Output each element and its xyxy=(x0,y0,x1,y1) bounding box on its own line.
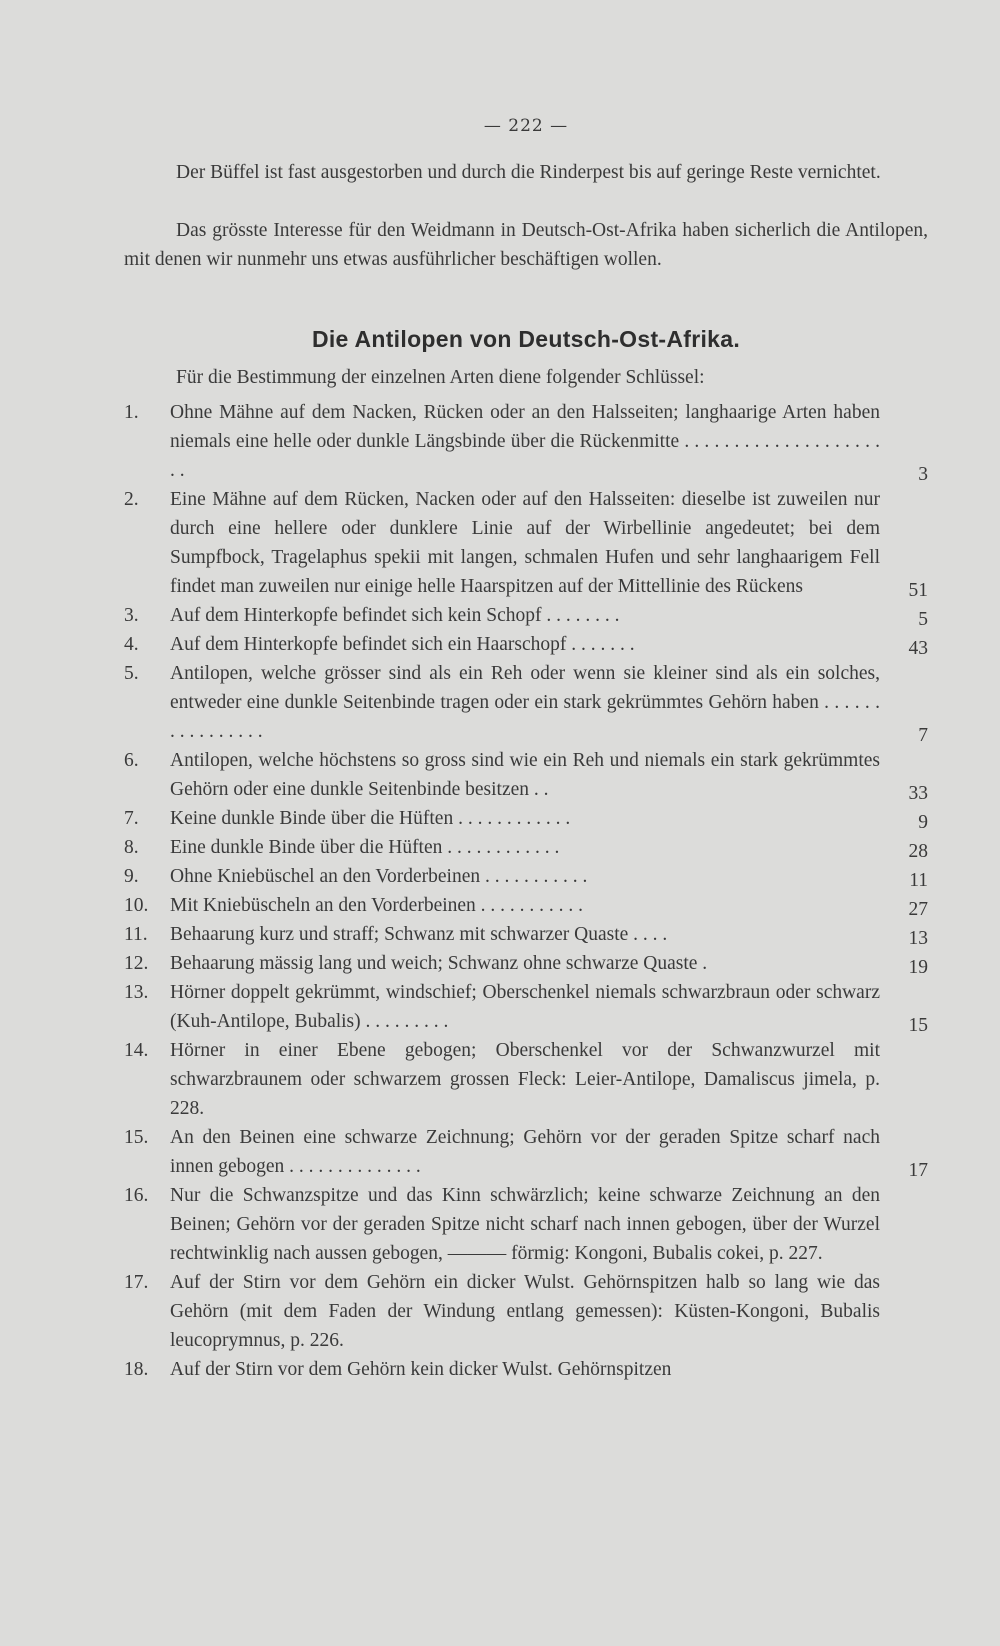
key-entry-text: An den Beinen eine schwarze Zeichnung; Gehörn vor der geraden Spitze scharf nach innen gebogen . . . . . . . . . . . . . . xyxy=(170,1127,880,1177)
key-entry-number: 4. xyxy=(124,634,139,655)
key-entry-text: Eine dunkle Binde über die Hüften . . . . . . . . . . . . xyxy=(170,837,560,858)
key-entry-text: Ohne Kniebüschel an den Vorderbeinen . . . . . . . . . . . xyxy=(170,866,588,887)
key-entry xyxy=(124,920,928,949)
key-entry-reference: 51 xyxy=(908,580,928,601)
key-entry-text: Behaarung kurz und straff; Schwanz mit schwarzer Quaste . . . . xyxy=(170,924,668,945)
key-entry xyxy=(124,978,928,1036)
key-entry-reference: 33 xyxy=(908,783,928,804)
key-entry-number: 6. xyxy=(124,750,139,771)
key-entry-number: 16. xyxy=(124,1185,149,1206)
section-heading: Die Antilopen von Deutsch-Ost-Afrika. xyxy=(311,326,741,352)
key-entry-reference: 27 xyxy=(908,899,928,920)
key-entry xyxy=(124,398,928,485)
key-entry-number: 3. xyxy=(124,605,139,626)
key-entry-reference: 5 xyxy=(918,609,928,630)
key-entry-text: Nur die Schwanzspitze und das Kinn schwärzlich; keine schwarze Zeichnung an den Beinen; Gehörn vor der geraden Spitze nicht scharf nach innen gebogen, über der Wurzel rechtwinklig nach aussen gebogen, ——— förmig: Kongoni, Bubalis cokei, p. 227. xyxy=(170,1185,880,1264)
key-entry xyxy=(124,949,928,978)
key-entry xyxy=(124,833,928,862)
key-entry-reference: 15 xyxy=(908,1015,928,1036)
key-entry-reference: 19 xyxy=(908,957,928,978)
key-entry xyxy=(124,804,928,833)
key-entry-reference: 28 xyxy=(908,841,928,862)
key-entry-number: 5. xyxy=(124,663,139,684)
key-entry xyxy=(124,659,928,746)
paragraph-antelope-interest: Das grösste Interesse für den Weidmann in Deutsch-Ost-Afrika haben sicherlich die Antilopen, mit denen wir nunmehr uns etwas ausführlicher beschäftigen wollen. xyxy=(124,220,928,270)
key-entry-text: Ohne Mähne auf dem Nacken, Rücken oder an den Halsseiten; langhaarige Arten haben niemals eine helle oder dunkle Längsbinde über die Rückenmitte . . . . . . . . . . . . . . . . . . . . . . xyxy=(170,402,880,481)
key-entry-number: 17. xyxy=(124,1272,149,1293)
key-entry-text: Mit Kniebüscheln an den Vorderbeinen . . . . . . . . . . . xyxy=(170,895,584,916)
key-entry xyxy=(124,1036,928,1123)
key-entry-reference: 13 xyxy=(908,928,928,949)
key-entry-number: 8. xyxy=(124,837,139,858)
key-entry xyxy=(124,862,928,891)
key-entry-text: Auf der Stirn vor dem Gehörn kein dicker Wulst. Gehörnspitzen xyxy=(170,1359,672,1380)
key-entry xyxy=(124,746,928,804)
key-entry-text: Eine Mähne auf dem Rücken, Nacken oder auf den Halsseiten: dieselbe ist zuweilen nur durch eine hellere oder dunklere Linie auf der Wirbellinie angedeutet; bei dem Sumpfbock, Tragelaphus spekii mit langen, schmalen Hufen und sehr langhaarigem Fell findet man zuweilen nur einige helle Haarspitzen auf der Mittellinie des Rückens xyxy=(170,489,880,597)
key-entry xyxy=(124,485,928,601)
key-entry-number: 2. xyxy=(124,489,139,510)
key-intro: Für die Bestimmung der einzelnen Arten diene folgender Schlüssel: xyxy=(176,367,705,388)
key-entry-reference: 43 xyxy=(908,638,928,659)
key-entry-number: 14. xyxy=(124,1040,149,1061)
key-entry-text: Auf dem Hinterkopfe befindet sich kein Schopf . . . . . . . . xyxy=(170,605,620,626)
key-entry-text: Behaarung mässig lang und weich; Schwanz ohne schwarze Quaste . xyxy=(170,953,708,974)
key-entry-number: 9. xyxy=(124,866,139,887)
key-entry xyxy=(124,1268,928,1355)
key-entry xyxy=(124,891,928,920)
page-number: — 222 — xyxy=(483,116,569,136)
key-entry-number: 13. xyxy=(124,982,149,1003)
key-entry-number: 7. xyxy=(124,808,139,829)
key-entry xyxy=(124,1181,928,1268)
key-entry xyxy=(124,601,928,630)
key-entry-text: Antilopen, welche grösser sind als ein Reh oder wenn sie kleiner sind als ein solches, entweder eine dunkle Seitenbinde tragen oder ein stark gekrümmtes Gehörn haben . . . . . . . . . . . . . . . . xyxy=(170,663,880,742)
key-entry-text: Hörner in einer Ebene gebogen; Oberschenkel vor der Schwanzwurzel mit schwarzbraunem oder schwarzem grossen Fleck: Leier-Antilope, Damaliscus jimela, p. 228. xyxy=(170,1040,880,1119)
key-entry-reference: 17 xyxy=(908,1160,928,1181)
key-entry-text: Keine dunkle Binde über die Hüften . . . . . . . . . . . . xyxy=(170,808,571,829)
key-entry-text: Antilopen, welche höchstens so gross sind wie ein Reh und niemals ein stark gekrümmtes Gehörn oder eine dunkle Seitenbinde besitzen . . xyxy=(170,750,880,800)
key-entry-number: 18. xyxy=(124,1359,149,1380)
paragraph-buffalo: Der Büffel ist fast ausgestorben und durch die Rinderpest bis auf geringe Reste vernichtet. xyxy=(176,162,881,183)
key-entry-number: 11. xyxy=(124,924,148,945)
key-entry xyxy=(124,1123,928,1181)
key-entry-reference: 3 xyxy=(918,464,928,485)
key-entry-number: 10. xyxy=(124,895,149,916)
key-entry-text: Hörner doppelt gekrümmt, windschief; Oberschenkel niemals schwarzbraun oder schwarz (Kuh-Antilope, Bubalis) . . . . . . . . . xyxy=(170,982,880,1032)
key-entry-text: Auf der Stirn vor dem Gehörn ein dicker Wulst. Gehörnspitzen halb so lang wie das Gehörn (mit dem Faden der Windung entlang gemessen): Küsten-Kongoni, Bubalis leucoprymnus, p. 226. xyxy=(170,1272,880,1351)
key-entry-number: 15. xyxy=(124,1127,149,1148)
key-entry-number: 1. xyxy=(124,402,139,423)
key-entry-reference: 9 xyxy=(918,812,928,833)
key-entry-text: Auf dem Hinterkopfe befindet sich ein Haarschopf . . . . . . . xyxy=(170,634,635,655)
key-entry-number: 12. xyxy=(124,953,149,974)
identification-key xyxy=(124,398,928,1384)
key-entry-reference: 7 xyxy=(918,725,928,746)
key-entry-reference: 11 xyxy=(909,870,928,891)
key-entry xyxy=(124,1355,928,1384)
key-entry xyxy=(124,630,928,659)
